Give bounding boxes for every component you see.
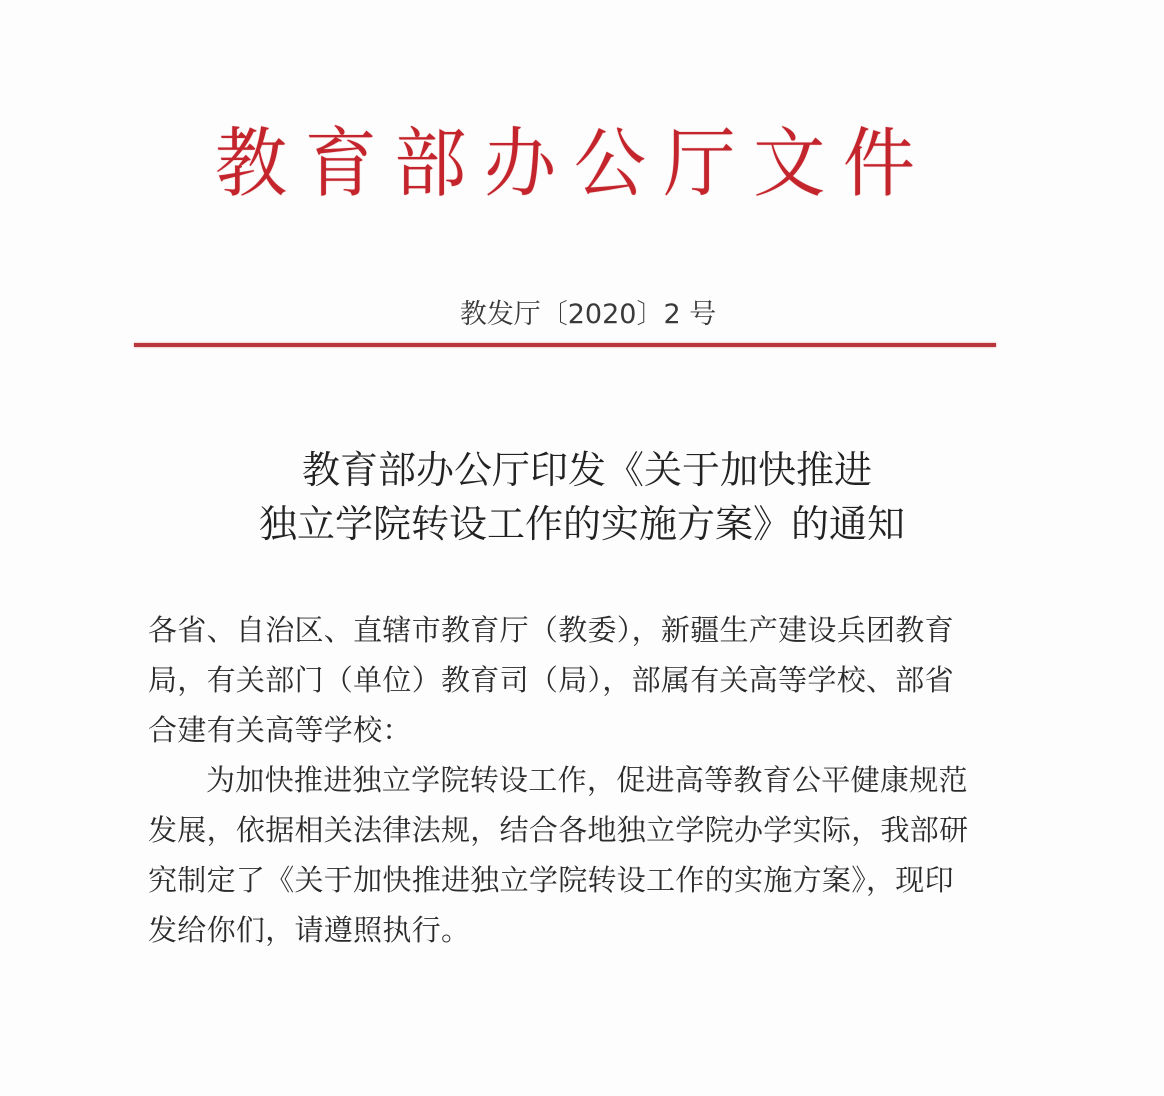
notice-body — [148, 605, 1018, 955]
document-number: 教发厅〔2020〕2 号 — [459, 299, 717, 330]
addressee-line-1: 各省、自治区、直辖市教育厅（教委），新疆生产建设兵团教育 — [148, 613, 954, 647]
paragraph-line-2: 发展，依据相关法律法规，结合各地独立学院办学实际，我部研 — [148, 813, 969, 847]
header-char: 育 — [304, 118, 377, 208]
header-char: 厅 — [663, 118, 736, 208]
header-char: 办 — [484, 118, 557, 208]
header-char: 部 — [394, 118, 467, 208]
header-char: 公 — [573, 118, 646, 208]
header-char: 文 — [753, 118, 826, 208]
notice-title — [0, 443, 1164, 551]
paragraph-line-4: 发给你们，请遵照执行。 — [148, 913, 471, 947]
addressee-line-3: 合建有关高等学校： — [148, 713, 412, 747]
red-divider-rule — [134, 343, 996, 347]
notice-title-line-2: 独立学院转设工作的实施方案》的通知 — [258, 502, 905, 546]
header-char: 教 — [215, 118, 288, 208]
addressee-line-2: 局，有关部门（单位）教育司（局），部属有关高等学校、部省 — [148, 663, 954, 697]
header-char: 件 — [842, 118, 915, 208]
notice-title-line-1: 教育部办公厅印发《关于加快推进 — [301, 448, 872, 492]
paragraph-line-1: 为加快推进独立学院转设工作，促进高等教育公平健康规范 — [206, 763, 968, 797]
paragraph-line-3: 究制定了《关于加快推进独立学院转设工作的实施方案》，现印 — [148, 863, 954, 897]
issuer-header-title — [215, 116, 915, 211]
